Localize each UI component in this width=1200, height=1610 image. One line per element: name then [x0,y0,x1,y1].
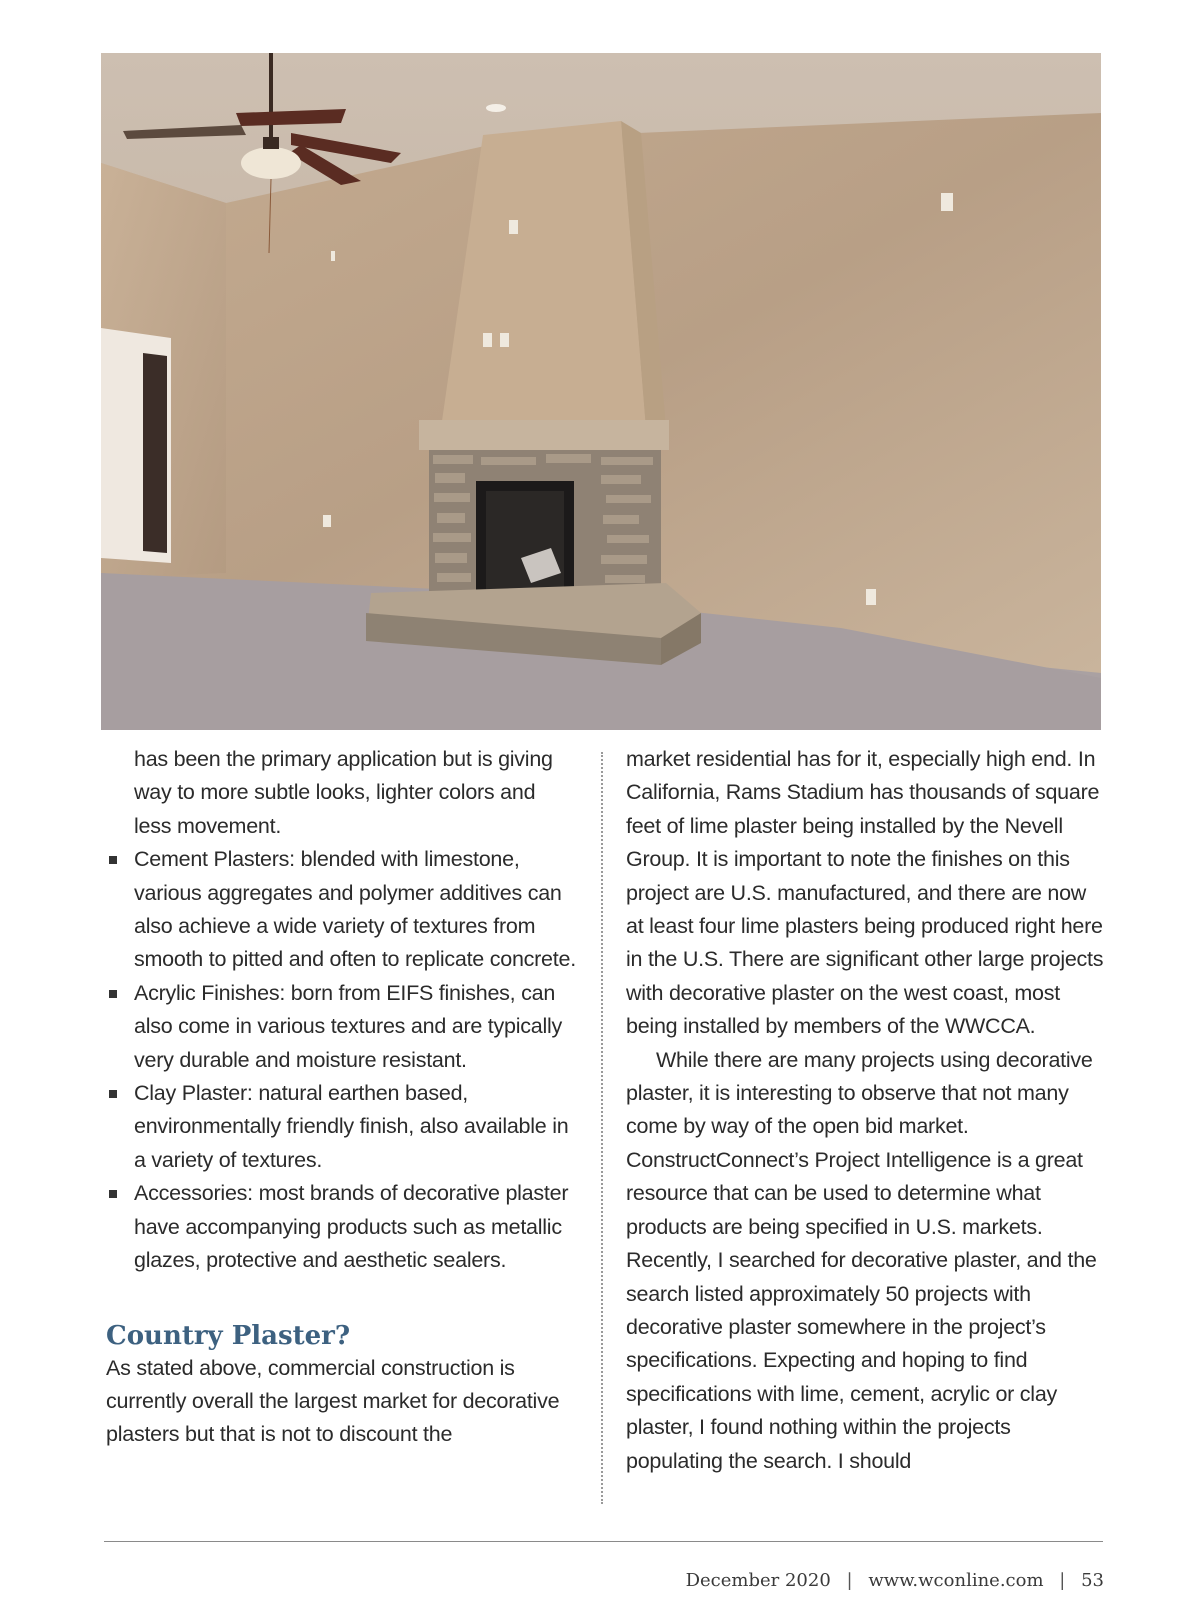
footer-separator: | [846,1570,853,1591]
website-link[interactable]: www.wconline.com [868,1570,1044,1591]
right-column [626,743,1106,1478]
list-item: Cement Plasters: blended with limestone, various aggregates and polymer additives can also achieve a wide variety of textures from smooth to pitted and often to replicate concrete. [106,843,576,977]
room-photo [101,53,1101,730]
page-number: 53 [1081,1570,1104,1591]
page-footer [686,1570,1104,1591]
column-divider [601,752,603,1504]
section-heading: Country Plaster? [106,1320,351,1351]
continuation-text: has been the primary application but is giving way to more subtle looks, lighter colors and less movement. [134,747,553,838]
left-column [106,743,576,1452]
footer-separator: | [1059,1570,1066,1591]
body-paragraph: As stated above, commercial construction is currently overall the largest market for decorative plasters but that is not to discount the [106,1355,560,1447]
list-item: Acrylic Finishes: born from EIFS finishes, can also come in various textures and are typically very durable and moisture resistant. [106,977,576,1077]
issue-date: December 2020 [685,1570,831,1591]
footer-rule [104,1541,1103,1542]
body-paragraph: While there are many projects using decorative plaster, it is interesting to observe that not many come by way of the open bid market. ConstructConnect’s Project Intelligence is a great resource that can be used to determine what products are being specified in U.S. markets. Recently, I searched for decorative plaster, and the search listed approximately 50 projects with decorative plaster somewhere in the project’s specifications. Expecting and hoping to find specifications with lime, cement, acrylic or clay plaster, I found nothing within the projects populating the search. I should [626,1047,1097,1473]
body-paragraph: market residential has for it, especially high end. In California, Rams Stadium has thousands of square feet of lime plaster being installed by the Nevell Group. It is important to note the finishes on this project are U.S. manufactured, and there are now at least four lime plasters being produced right here in the U.S. There are significant other large projects with decorative plaster on the west coast, most being installed by members of the WWCCA. [626,747,1104,1039]
photo-icon [101,53,1101,730]
list-item: Clay Plaster: natural earthen based, environmentally friendly finish, also available in a variety of textures. [106,1077,576,1177]
list-item: Accessories: most brands of decorative plaster have accompanying products such as metallic glazes, protective and aesthetic sealers. [106,1177,576,1277]
finish-types-list [106,843,576,1277]
